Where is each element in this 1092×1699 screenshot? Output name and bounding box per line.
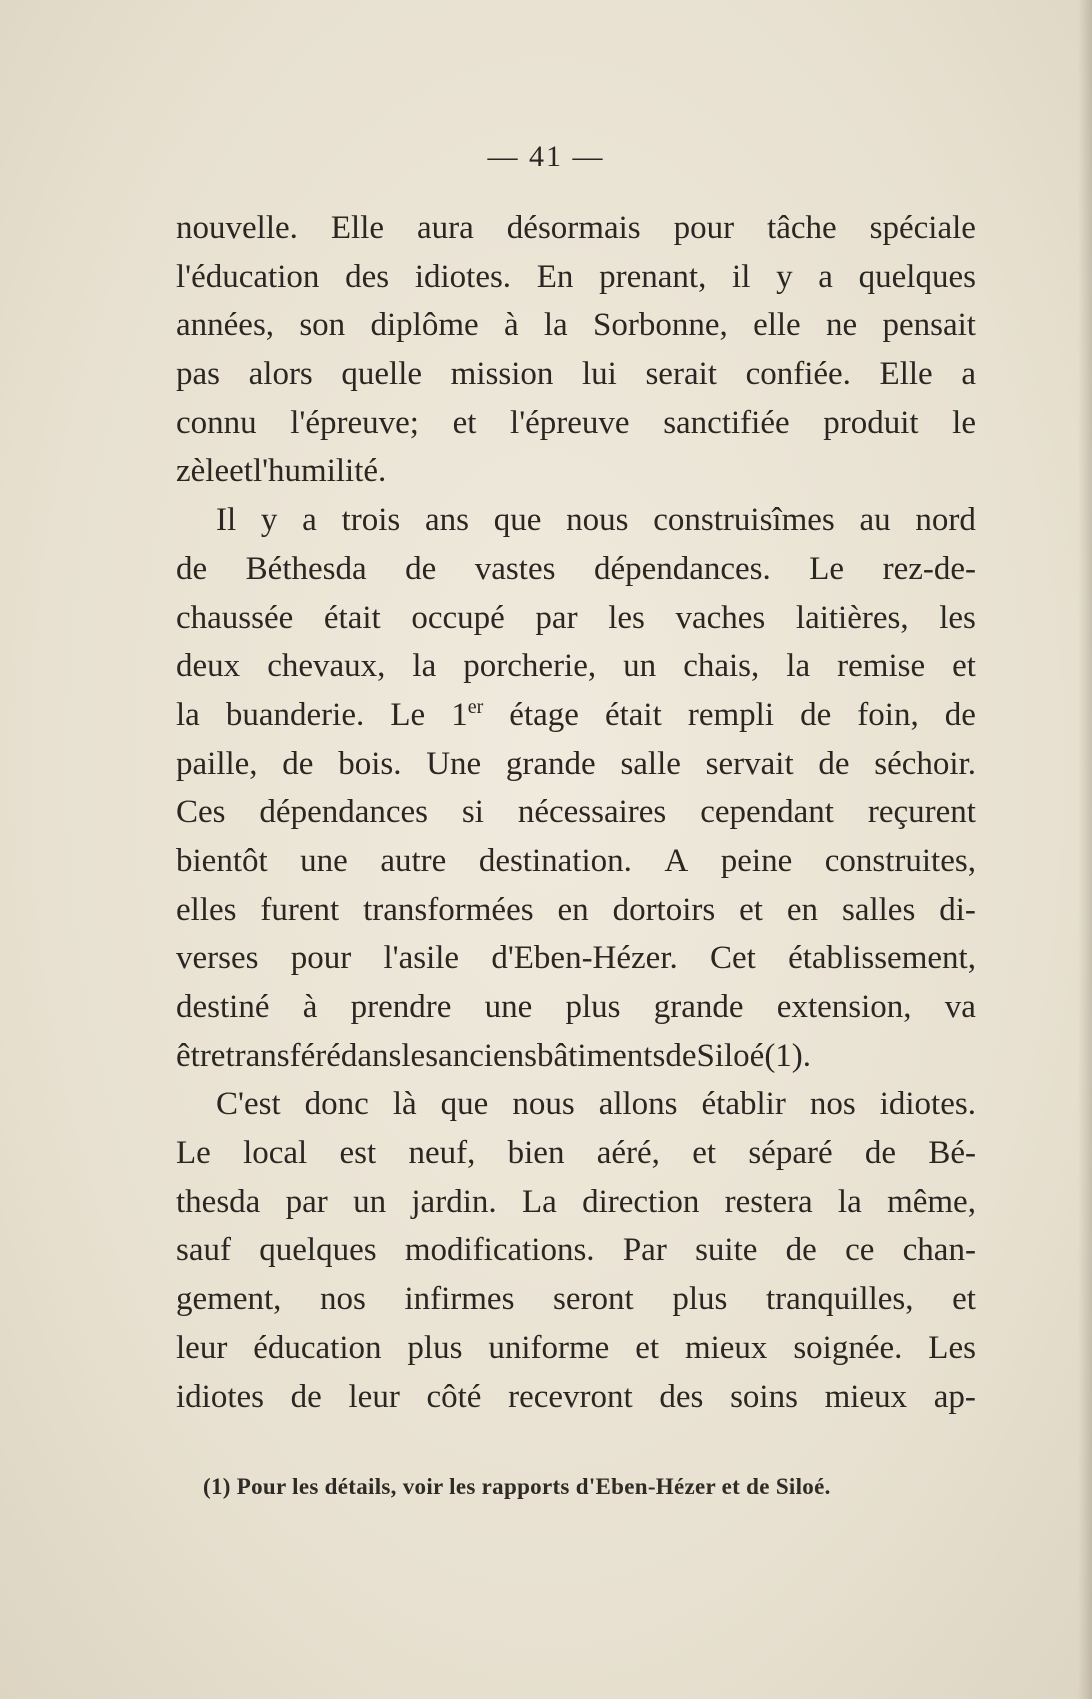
word: elles: [176, 891, 237, 928]
word: de: [665, 1037, 697, 1074]
word: Sorbonne,: [593, 307, 728, 344]
word: verses: [176, 940, 259, 977]
word: mieux: [684, 1329, 768, 1366]
text-line: [176, 788, 976, 837]
word: lui: [582, 356, 617, 393]
word: côté: [426, 1378, 482, 1415]
word: idiotes: [176, 1378, 264, 1415]
word: destination.: [478, 842, 632, 879]
word: une: [300, 842, 348, 879]
word: de: [818, 745, 850, 782]
word: nos: [809, 1086, 856, 1123]
word: uniforme: [488, 1329, 610, 1366]
word: éducation: [253, 1329, 382, 1366]
word: En: [536, 258, 574, 295]
word: thesda: [176, 1183, 261, 1220]
word: était: [323, 599, 381, 636]
word: occupé: [411, 599, 505, 636]
word: extension,: [776, 989, 912, 1025]
word: Le: [176, 1135, 211, 1172]
word: de: [282, 745, 314, 782]
text-line: [176, 399, 976, 448]
word: plus: [407, 1329, 463, 1366]
word: remise: [837, 648, 926, 685]
word: salle: [620, 745, 681, 782]
word: quelques: [858, 258, 976, 295]
word: si: [461, 794, 484, 831]
word: grande: [653, 989, 744, 1025]
word: quelle: [341, 356, 423, 393]
word: recevront: [508, 1378, 633, 1415]
word: C'est: [216, 1086, 281, 1123]
word: elle: [753, 307, 801, 344]
word: neuf,: [408, 1135, 476, 1172]
word: plus: [565, 989, 621, 1025]
word: grande: [505, 745, 596, 782]
word: bâtiments: [537, 1037, 666, 1074]
word: soignée.: [793, 1329, 903, 1366]
word: connu: [176, 404, 257, 441]
word: cependant: [700, 794, 834, 831]
word: Elle: [879, 356, 933, 393]
word: A: [664, 842, 689, 879]
word: de: [176, 550, 208, 587]
word: une: [484, 989, 533, 1025]
word: établissement,: [788, 940, 976, 977]
text-line: [176, 691, 976, 740]
word: a: [818, 258, 833, 295]
word: de: [944, 696, 976, 733]
word: di-: [939, 891, 976, 928]
word: vaches: [675, 599, 766, 636]
word: que: [440, 1086, 489, 1123]
word: et: [452, 404, 477, 441]
word: pour: [673, 210, 735, 246]
word: rez-de-: [882, 550, 976, 587]
word: la: [786, 648, 811, 685]
word: par: [535, 599, 578, 636]
word: idiotes.: [414, 258, 512, 295]
word: étage: [509, 696, 579, 733]
word: établir: [701, 1086, 786, 1123]
word: il: [732, 258, 751, 295]
word: la: [837, 1183, 862, 1220]
word: Béthesda: [245, 550, 367, 587]
word: de: [800, 696, 832, 733]
word: mission: [450, 356, 554, 393]
word: et: [229, 453, 253, 490]
word: a: [961, 356, 976, 393]
word: la: [176, 696, 200, 733]
word: allons: [598, 1086, 678, 1123]
text-line: [176, 447, 976, 496]
word: dans: [340, 1037, 402, 1074]
word: alors: [248, 356, 313, 393]
text-line: [176, 545, 976, 594]
word: est: [339, 1135, 377, 1172]
word: même,: [887, 1183, 976, 1220]
word: deux: [176, 648, 241, 685]
word: donc: [304, 1086, 369, 1123]
word: dépendances: [259, 794, 428, 831]
word: nous: [512, 1086, 575, 1123]
text-line: [176, 642, 976, 691]
text-line: [176, 496, 976, 545]
word: rempli: [687, 696, 774, 733]
text-line: [176, 740, 976, 789]
word: tâche: [767, 210, 837, 246]
word: bien: [507, 1135, 565, 1172]
word: bois.: [338, 745, 402, 782]
word: modifications.: [404, 1232, 595, 1269]
word: l'asile: [383, 940, 460, 977]
text-line: [176, 301, 976, 350]
text-line: [176, 983, 976, 1032]
word: et: [635, 1329, 660, 1366]
word: construites,: [824, 842, 976, 879]
text-line: [176, 1275, 976, 1324]
word: serait: [645, 356, 717, 393]
word: les: [939, 599, 976, 636]
word: La: [521, 1183, 557, 1220]
word: laitières,: [795, 599, 909, 636]
word: Bé-: [928, 1135, 976, 1172]
word: transformées: [363, 891, 534, 928]
word: là: [392, 1086, 417, 1123]
word: l'éducation: [176, 258, 320, 295]
word: nos: [320, 1281, 366, 1318]
text-line: [176, 1226, 976, 1275]
text-line: [176, 204, 976, 253]
word: l'épreuve;: [290, 404, 419, 441]
text-line: [176, 1324, 976, 1373]
word: un: [623, 648, 657, 685]
word: Le: [809, 550, 845, 587]
page-number: — 41 —: [487, 140, 605, 173]
word: des: [345, 258, 390, 295]
word: trois: [341, 502, 401, 539]
word: restera: [724, 1183, 813, 1220]
word: a: [302, 502, 317, 539]
word: anciens: [438, 1037, 537, 1074]
word: vastes: [474, 550, 556, 587]
word: la: [543, 307, 568, 344]
word: par: [285, 1183, 328, 1220]
word: y: [776, 258, 793, 295]
word: paille,: [176, 745, 258, 782]
word: confiée.: [745, 356, 851, 393]
word: prendre: [350, 989, 452, 1025]
word: Les: [928, 1329, 976, 1366]
footnote: (1) Pour les détails, voir les rapports d'Eben-Hézer et de Siloé.: [203, 1474, 831, 1499]
word: buanderie.: [225, 696, 365, 733]
word: être: [176, 1037, 226, 1074]
word: en: [786, 891, 819, 928]
word: Siloé: [696, 1037, 765, 1074]
word: zèle: [176, 453, 230, 490]
word: destiné: [176, 989, 270, 1025]
page-edge-shadow: [1078, 0, 1092, 1699]
word: aéré,: [596, 1135, 660, 1172]
text-line: [176, 934, 976, 983]
word: bientôt: [176, 842, 268, 879]
word: transféré: [225, 1037, 341, 1074]
word: Elle: [330, 210, 385, 246]
word: furent: [260, 891, 340, 928]
word: autre: [380, 842, 447, 879]
word: prenant,: [599, 258, 707, 295]
word: chais,: [683, 648, 760, 685]
word: jardin.: [411, 1183, 497, 1220]
word: pensait: [882, 307, 976, 344]
word: au: [859, 502, 891, 539]
word: en: [557, 891, 589, 928]
word: leur: [176, 1329, 228, 1366]
word: spéciale: [869, 210, 976, 246]
word: chevaux,: [267, 648, 386, 685]
word: leur: [348, 1378, 400, 1415]
word: des: [659, 1378, 704, 1415]
word: gement,: [176, 1281, 282, 1318]
word: était: [604, 696, 662, 733]
word: 1er: [451, 695, 484, 733]
text-line: [176, 837, 976, 886]
word: suite: [695, 1232, 758, 1269]
body-text: [176, 204, 976, 1421]
text-line: [176, 1129, 976, 1178]
word: désormais: [506, 210, 641, 246]
text-line: [176, 1080, 976, 1129]
word: tranquilles,: [765, 1281, 914, 1318]
word: ce: [845, 1232, 875, 1269]
word: va: [944, 989, 976, 1025]
word: quelques: [259, 1232, 377, 1269]
word: et: [739, 891, 763, 928]
word: chan-: [902, 1232, 976, 1269]
word: Le: [390, 696, 426, 733]
word: (1).: [764, 1037, 812, 1074]
word: nord: [915, 502, 976, 539]
word: plus: [672, 1281, 728, 1318]
word: y: [260, 502, 278, 539]
word: nous: [566, 502, 629, 539]
word: Il: [216, 502, 237, 539]
text-line: [176, 1178, 976, 1227]
word: Cet: [710, 940, 756, 977]
word: le: [952, 404, 976, 441]
word: ans: [425, 502, 469, 539]
word: direction: [582, 1183, 700, 1220]
word: seront: [553, 1281, 634, 1318]
text-line: [176, 253, 976, 302]
word: produit: [823, 404, 919, 441]
word: de: [290, 1378, 322, 1415]
word: local: [243, 1135, 308, 1172]
word: l'épreuve: [510, 404, 630, 441]
word: les: [608, 599, 645, 636]
word: foin,: [857, 696, 919, 733]
word: mieux: [824, 1378, 908, 1415]
word: servait: [705, 745, 794, 782]
word: Ces: [176, 794, 226, 831]
word: Une: [426, 745, 482, 782]
word: chaussée: [176, 599, 294, 636]
word: que: [493, 502, 542, 539]
word: nouvelle.: [176, 210, 298, 246]
word: années,: [176, 307, 275, 344]
word: à: [302, 989, 318, 1025]
word: soins: [730, 1378, 798, 1415]
text-line: [176, 1032, 976, 1081]
word: la: [412, 648, 437, 685]
word: séparé: [748, 1135, 833, 1172]
text-line: [176, 886, 976, 935]
word: son: [299, 307, 346, 344]
word: les: [401, 1037, 439, 1074]
word: construisîmes: [653, 502, 835, 539]
word: porcherie,: [463, 648, 597, 685]
word: aura: [417, 210, 474, 246]
word: à: [503, 307, 519, 344]
text-line: [176, 1373, 976, 1422]
word: salles: [841, 891, 916, 928]
word: un: [353, 1183, 387, 1220]
word: dépendances.: [593, 550, 771, 587]
word: reçurent: [867, 794, 976, 831]
word: l'humilité.: [252, 453, 387, 490]
word: diplôme: [370, 307, 479, 344]
text-line: [176, 594, 976, 643]
word: ap-: [933, 1378, 976, 1415]
word: sanctifiée: [663, 404, 790, 441]
text-line: [176, 350, 976, 399]
word: pas: [176, 356, 220, 393]
word: de: [864, 1135, 897, 1172]
word: idiotes.: [879, 1086, 976, 1123]
word: infirmes: [404, 1281, 515, 1318]
word: dortoirs: [612, 891, 716, 928]
word: et: [952, 1281, 976, 1318]
word: Par: [622, 1232, 667, 1269]
word: séchoir.: [874, 745, 976, 782]
word: sauf: [176, 1232, 231, 1269]
word: ne: [826, 307, 858, 344]
word: pour: [290, 940, 352, 977]
word: nécessaires: [517, 794, 667, 831]
word: et: [692, 1135, 717, 1172]
word: peine: [720, 842, 793, 879]
word: de: [405, 550, 437, 587]
word: d'Eben-Hézer.: [491, 940, 678, 977]
word: de: [785, 1232, 817, 1269]
word: et: [952, 648, 976, 685]
